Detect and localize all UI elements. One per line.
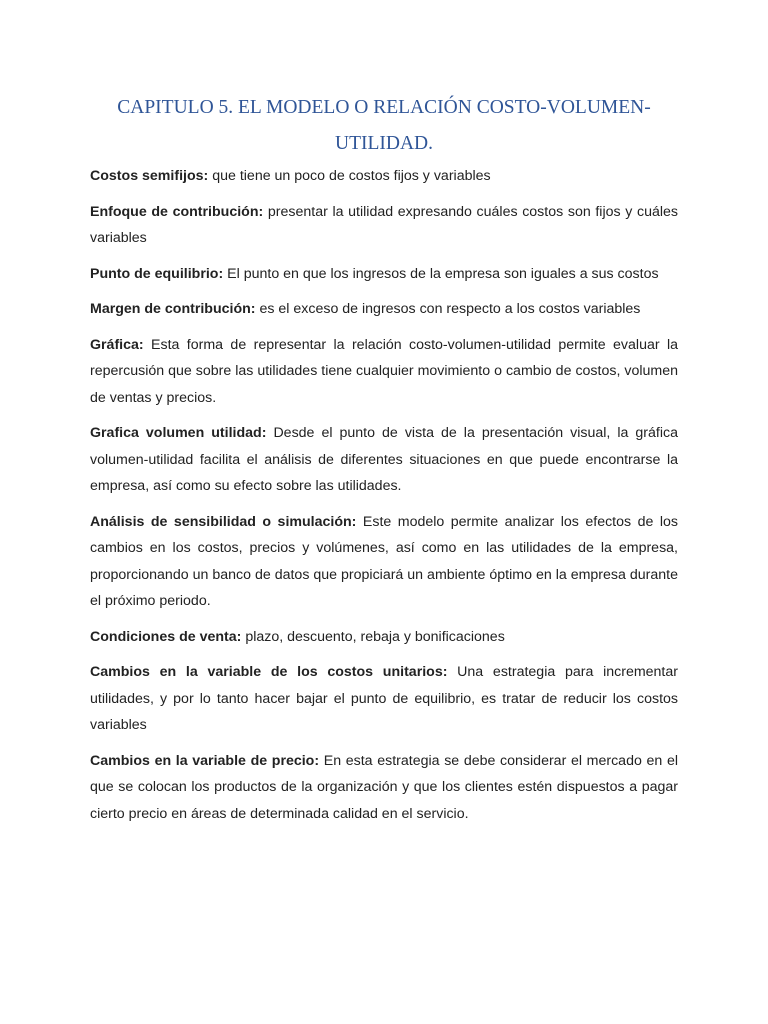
- definition-term: Análisis de sensibilidad o simulación:: [90, 513, 357, 530]
- definition-text: Desde el punto de vista de la presentación visual, la gráfica volumen-utilidad facilita el análisis de diferentes situaciones en que puede encontrarse la empresa, así como su efecto sobre las utilidades.: [90, 425, 678, 494]
- chapter-title: CAPITULO 5. EL MODELO O RELACIÓN COSTO-VOLUMEN-UTILIDAD.: [117, 97, 651, 154]
- definition-term: Costos semifijos:: [90, 168, 209, 184]
- definition-text: es el exceso de ingresos con respecto a los costos variables: [259, 301, 641, 317]
- definition-term: Cambios en la variable de los costos unitarios:: [90, 664, 448, 680]
- definition-grafica-volumen-utilidad: [90, 420, 678, 500]
- definition-term: Enfoque de contribución:: [90, 203, 264, 220]
- definition-condiciones-venta: [90, 624, 678, 651]
- definition-margen-contribucion: [90, 296, 678, 323]
- definition-term: Grafica volumen utilidad:: [90, 425, 267, 441]
- definition-term: Cambios en la variable de precio:: [90, 752, 320, 769]
- definition-text: que tiene un poco de costos fijos y variables: [212, 168, 491, 184]
- definition-term: Punto de equilibrio:: [90, 265, 224, 282]
- definition-analisis-sensibilidad: [90, 509, 678, 615]
- definitions-list: [90, 163, 678, 836]
- definition-costos-semifijos: [90, 163, 678, 190]
- definition-variable-precio: [90, 748, 678, 828]
- definition-text: presentar la utilidad expresando cuáles costos son fijos y cuáles variables: [90, 203, 678, 246]
- definition-text: Esta forma de representar la relación costo-volumen-utilidad permite evaluar la repercusión que sobre las utilidades tiene cualquier movimiento o cambio de costos, volumen de ventas y precios.: [90, 336, 678, 406]
- definition-text: El punto en que los ingresos de la empresa son iguales a sus costos: [227, 265, 659, 282]
- definition-term: Gráfica:: [90, 336, 144, 353]
- definition-term: Condiciones de venta:: [90, 628, 242, 645]
- definition-grafica: [90, 332, 678, 412]
- definition-text: En esta estrategia se debe considerar el mercado en el que se colocan los productos de la organización y que los clientes estén dispuestos a pagar cierto precio en áreas de determinada calidad en el servicio.: [90, 752, 678, 822]
- definition-costos-unitarios: [90, 659, 678, 739]
- definition-term: Margen de contribución:: [90, 301, 256, 317]
- definition-text: Una estrategia para incrementar utilidades, y por lo tanto hacer bajar el punto de equilibrio, es tratar de reducir los costos variables: [90, 664, 678, 733]
- definition-text: Este modelo permite analizar los efectos de los cambios en los costos, precios y volúmenes, así como en las utilidades de la empresa, proporcionando un banco de datos que propiciará un ambiente óptimo en la empresa durante el próximo periodo.: [90, 513, 678, 609]
- definition-punto-equilibrio: [90, 261, 678, 288]
- definition-text: plazo, descuento, rebaja y bonificaciones: [245, 628, 505, 645]
- definition-enfoque-contribucion: [90, 199, 678, 252]
